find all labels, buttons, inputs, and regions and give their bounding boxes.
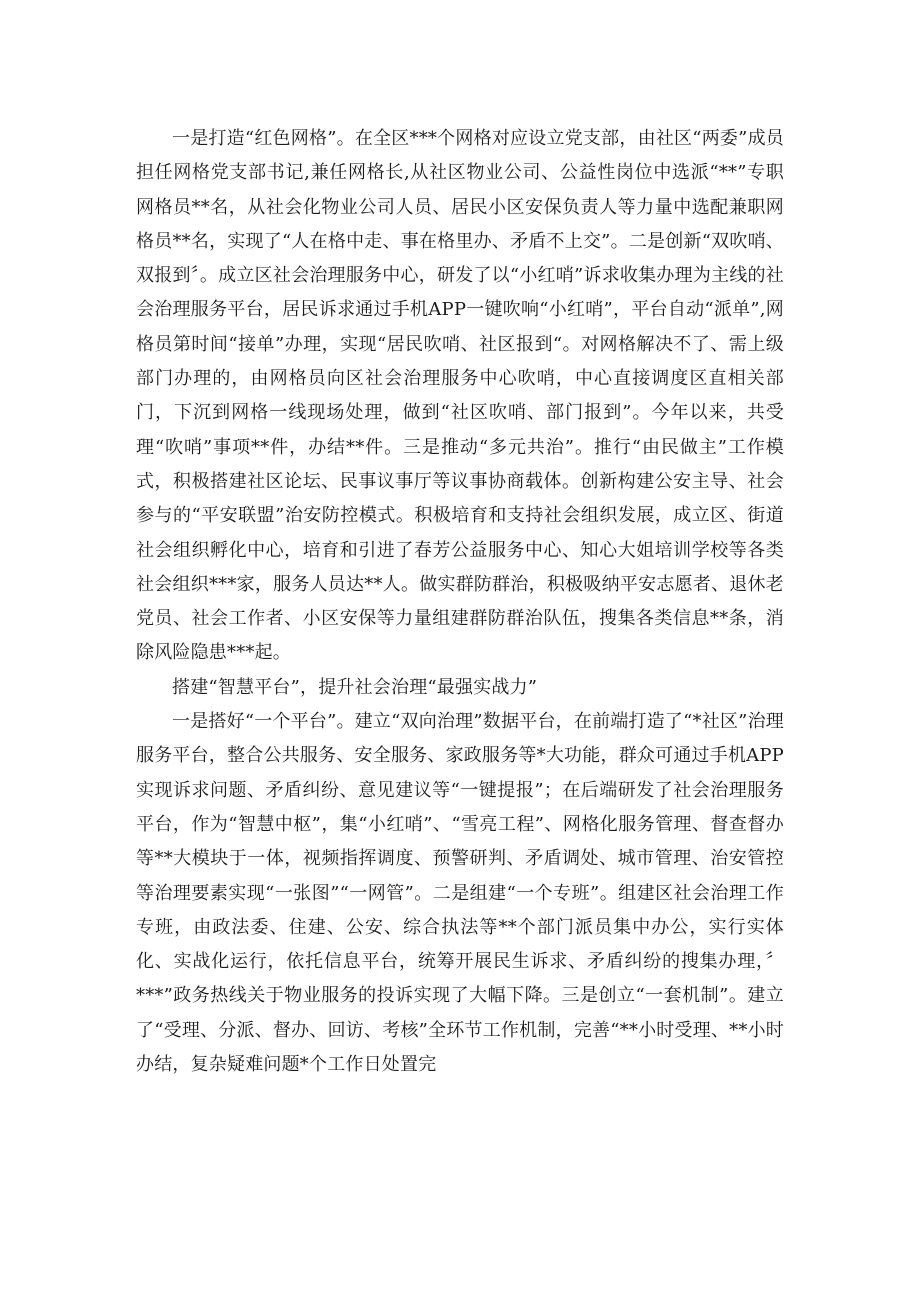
paragraph-red-grid: 一是打造“红色网格”。在全区***个网格对应设立党支部，由社区“两委”成员担任网格党支部书记,兼任网格长,从社区物业公司、公益性岗位中选派“**”专职网格员**名，从社会化物业公司人员、居民小区安保负责人等力量中选配兼职网格员**名，实现了“人在格中走、事在格里办、矛盾不上交”。二是创新“双吹哨、双报到〞。成立区社会治理服务中心，研发了以“小红哨”诉求收集办理为主线的社会治理服务平台，居民诉求通过手机APP一键吹响“小红哨”，平台自动“派单”,网格员第时间“接单”办理，实现“居民吹哨、社区报到“。对网格解决不了、需上级部门办理的，由网格员向区社会治理服务中心吹哨，中心直接调度区直相关部门，下沉到网格一线现场处理，做到“社区吹哨、部门报到”。今年以来，共受理“吹哨”事项**件，办结**件。三是推动“多元共治”。推行“由民做主”工作模式，积极搭建社区论坛、民事议事厅等议事协商载体。创新构建公安主导、社会参与的“平安联盟”治安防控模式。积极培育和支持社会组织发展，成立区、街道社会组织孵化中心，培育和引进了春芳公益服务中心、知心大姐培训学校等各类社会组织***家，服务人员达**人。做实群防群治，积极吸纳平安志愿者、退休老党员、社会工作者、小区安保等力量组建群防群治队伍，搜集各类信息**条，消除风险隐患***起。: [136, 128, 784, 664]
section-heading-smart-platform: 搭建“智慧平台”，提升社会治理“最强实战力”: [172, 676, 538, 698]
document-body: [136, 122, 784, 1082]
paragraph-one-platform: 一是搭好“一个平台”。建立“双向治理”数据平台，在前端打造了“*社区”治理服务平台，整合公共服务、安全服务、家政服务等*大功能，群众可通过手机APP实现诉求问题、矛盾纠纷、意见建议等“一键提报”；在后端研发了社会治理服务平台，作为“智慧中枢”，集“小红哨”、“雪亮工程”、网格化服务管理、督查督办等**大模块于一体，视频指挥调度、预警研判、矛盾调处、城市管理、治安管控等治理要素实现“一张图”“一网管”。二是组建“一个专班”。组建区社会治理工作专班，由政法委、住建、公安、综合执法等**个部门派员集中办公，实行实体化、实战化运行，依托信息平台，统筹开展民生诉求、矛盾纠纷的搜集办理，〞***”政务热线关于物业服务的投诉实现了大幅下降。三是创立“一套机制”。建立了“受理、分派、督办、回访、考核”全环节工作机制，完善“**小时受理、**小时办结，复杂疑难问题*个工作日处置完: [136, 711, 784, 1076]
